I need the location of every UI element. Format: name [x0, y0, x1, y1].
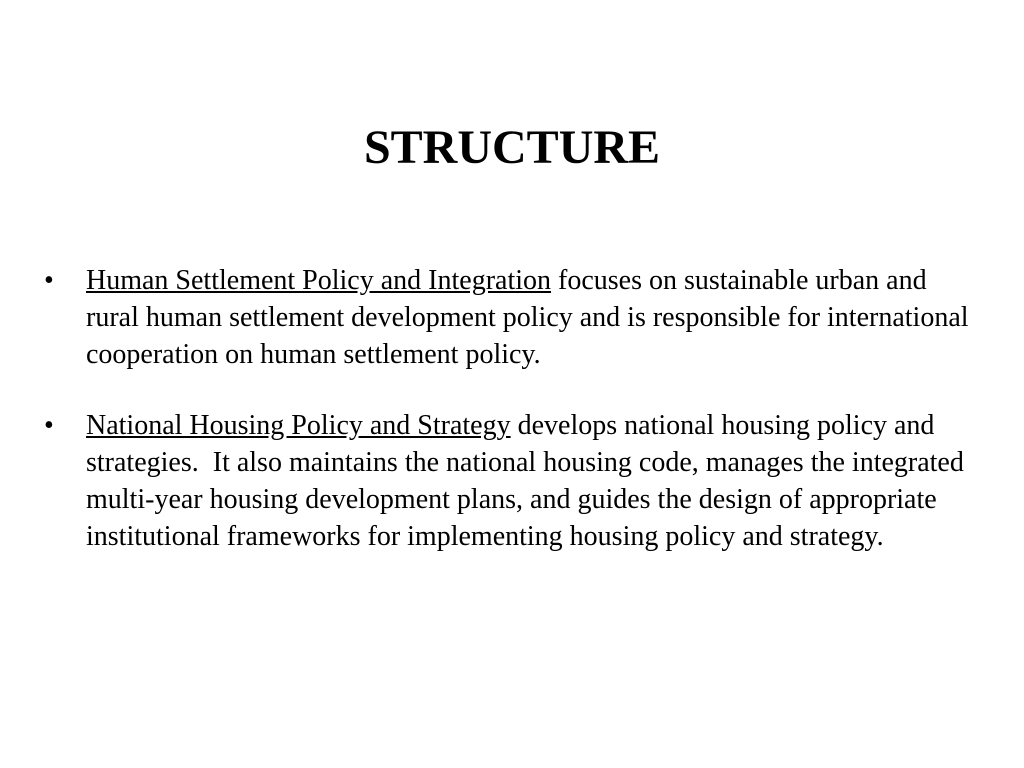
- bullet-heading: National Housing Policy and Strategy: [86, 410, 511, 441]
- bullet-item-human-settlement-policy: [44, 262, 984, 373]
- bullet-body: focuses on sustainable urban and rural human settlement development policy and is responsible for international cooperation on human settlement policy.: [86, 265, 976, 370]
- bullet-heading: Human Settlement Policy and Integration: [86, 265, 552, 296]
- bullet-icon: •: [44, 410, 54, 441]
- bullet-list: [44, 262, 984, 555]
- bullet-body: develops national housing policy and strategies. It also maintains the national housing code, manages the integrated multi-year housing development plans, and guides the design of appropriate institutional frameworks for implementing housing policy and strategy.: [86, 410, 971, 552]
- bullet-item-national-housing-policy: [44, 407, 984, 555]
- bullet-icon: •: [44, 265, 54, 296]
- slide-title: STRUCTURE: [363, 121, 661, 174]
